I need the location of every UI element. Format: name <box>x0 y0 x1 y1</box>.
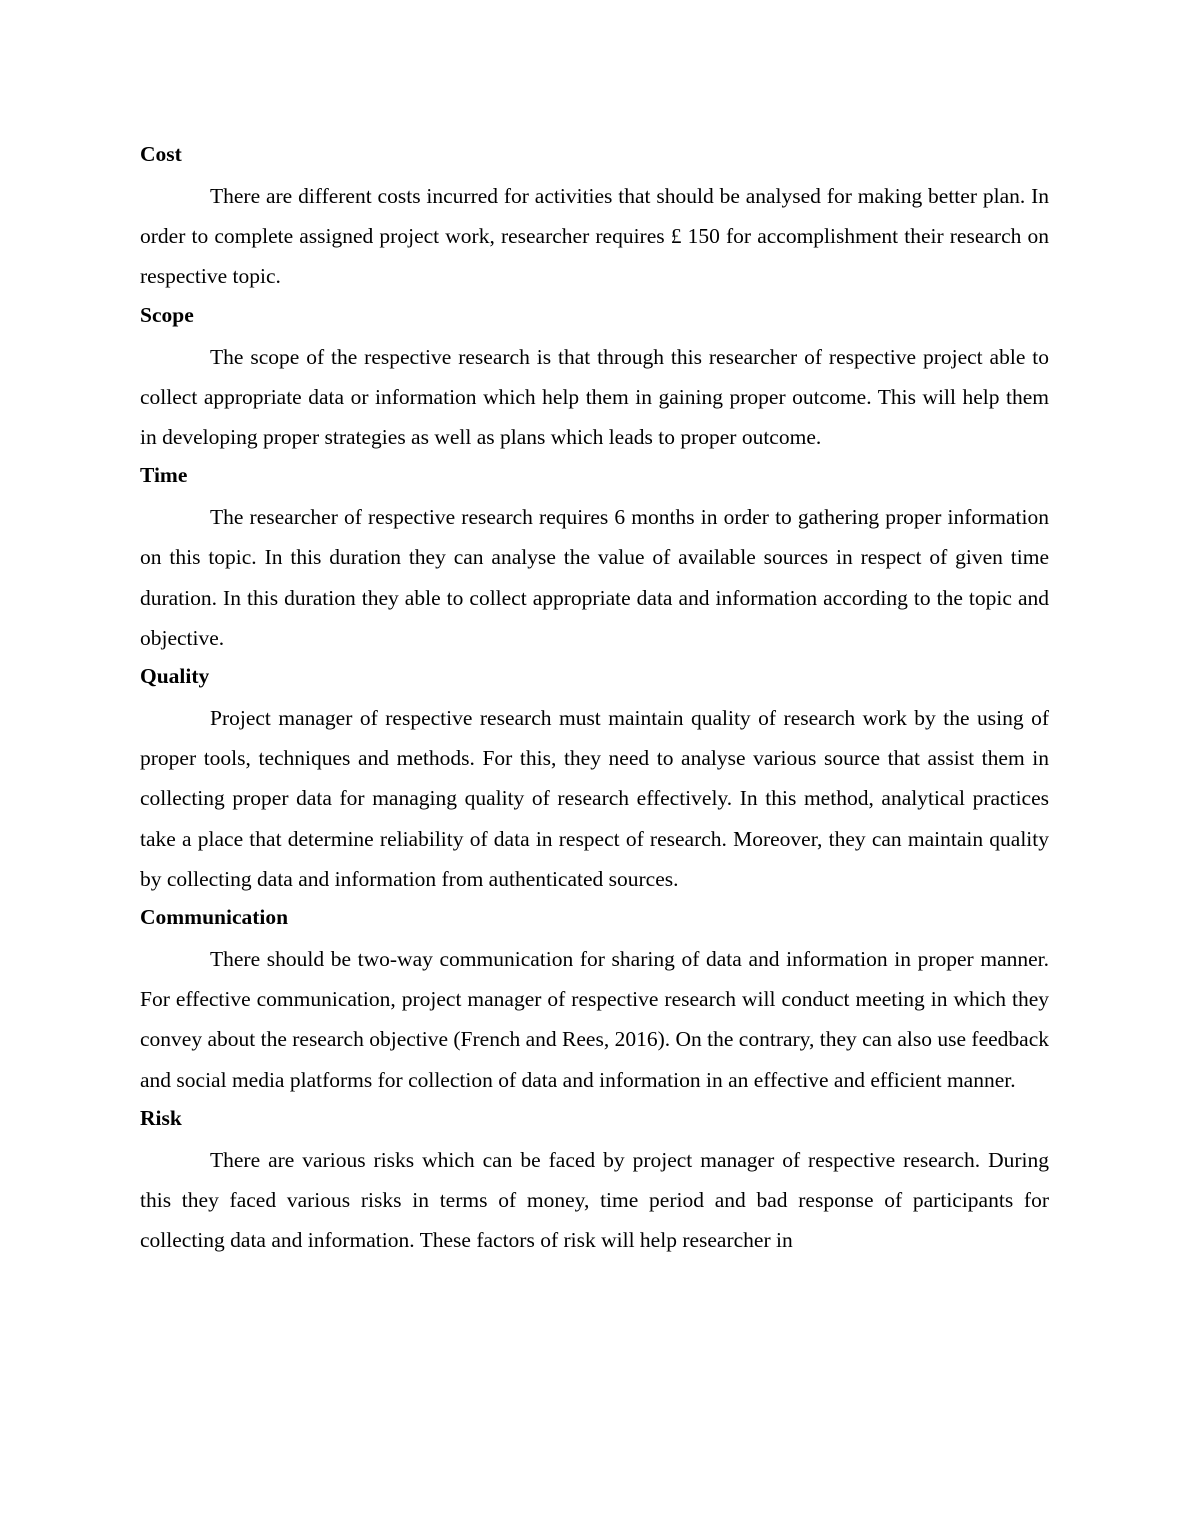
section-paragraph: There are different costs incurred for activities that should be analysed for making better plan. In order to complete assigned project work, researcher requires £ 150 for accomplishment their research on respective topic. <box>140 184 1049 289</box>
section-paragraph: There are various risks which can be faced by project manager of respective research. During this they faced various risks in terms of money, time period and bad response of participants for collecting data and information. These factors of risk will help researcher in <box>140 1147 1049 1253</box>
section-risk <box>140 1100 1049 1261</box>
section-quality <box>140 658 1049 899</box>
section-communication <box>140 899 1049 1100</box>
section-paragraph: There should be two-way communication for sharing of data and information in proper manner. For effective communication, project manager of respective research will conduct meeting in which they convey about the research objective (French and Rees, 2016). On the contrary, they can also use feedback and social media platforms for collection of data and information in an effective and efficient manner. <box>140 947 1050 1092</box>
section-heading: Risk <box>140 1105 182 1130</box>
section-paragraph: The researcher of respective research requires 6 months in order to gathering proper information on this topic. In this duration they can analyse the value of available sources in respect of given time duration. In this duration they able to collect appropriate data and information according to the topic and objective. <box>140 505 1049 650</box>
section-heading: Time <box>140 463 188 488</box>
section-heading: Scope <box>140 302 194 327</box>
section-scope <box>140 297 1049 458</box>
section-paragraph: Project manager of respective research must maintain quality of research work by the using of proper tools, techniques and methods. For this, they need to analyse various source that assist them in collecting proper data for managing quality of research effectively. In this method, analytical practices take a place that determine reliability of data in respect of research. Moreover, they can maintain quality by collecting data and information from authenticated sources. <box>140 706 1049 891</box>
section-heading: Quality <box>140 664 210 689</box>
section-heading: Cost <box>140 142 182 166</box>
section-cost <box>140 136 1049 297</box>
section-paragraph: The scope of the respective research is that through this researcher of respective project able to collect appropriate data or information which help them in gaining proper outcome. This will help them in developing proper strategies as well as plans which leads to proper outcome. <box>140 344 1049 450</box>
document-page <box>140 136 1049 1260</box>
section-time <box>140 457 1049 658</box>
section-heading: Communication <box>140 905 289 930</box>
